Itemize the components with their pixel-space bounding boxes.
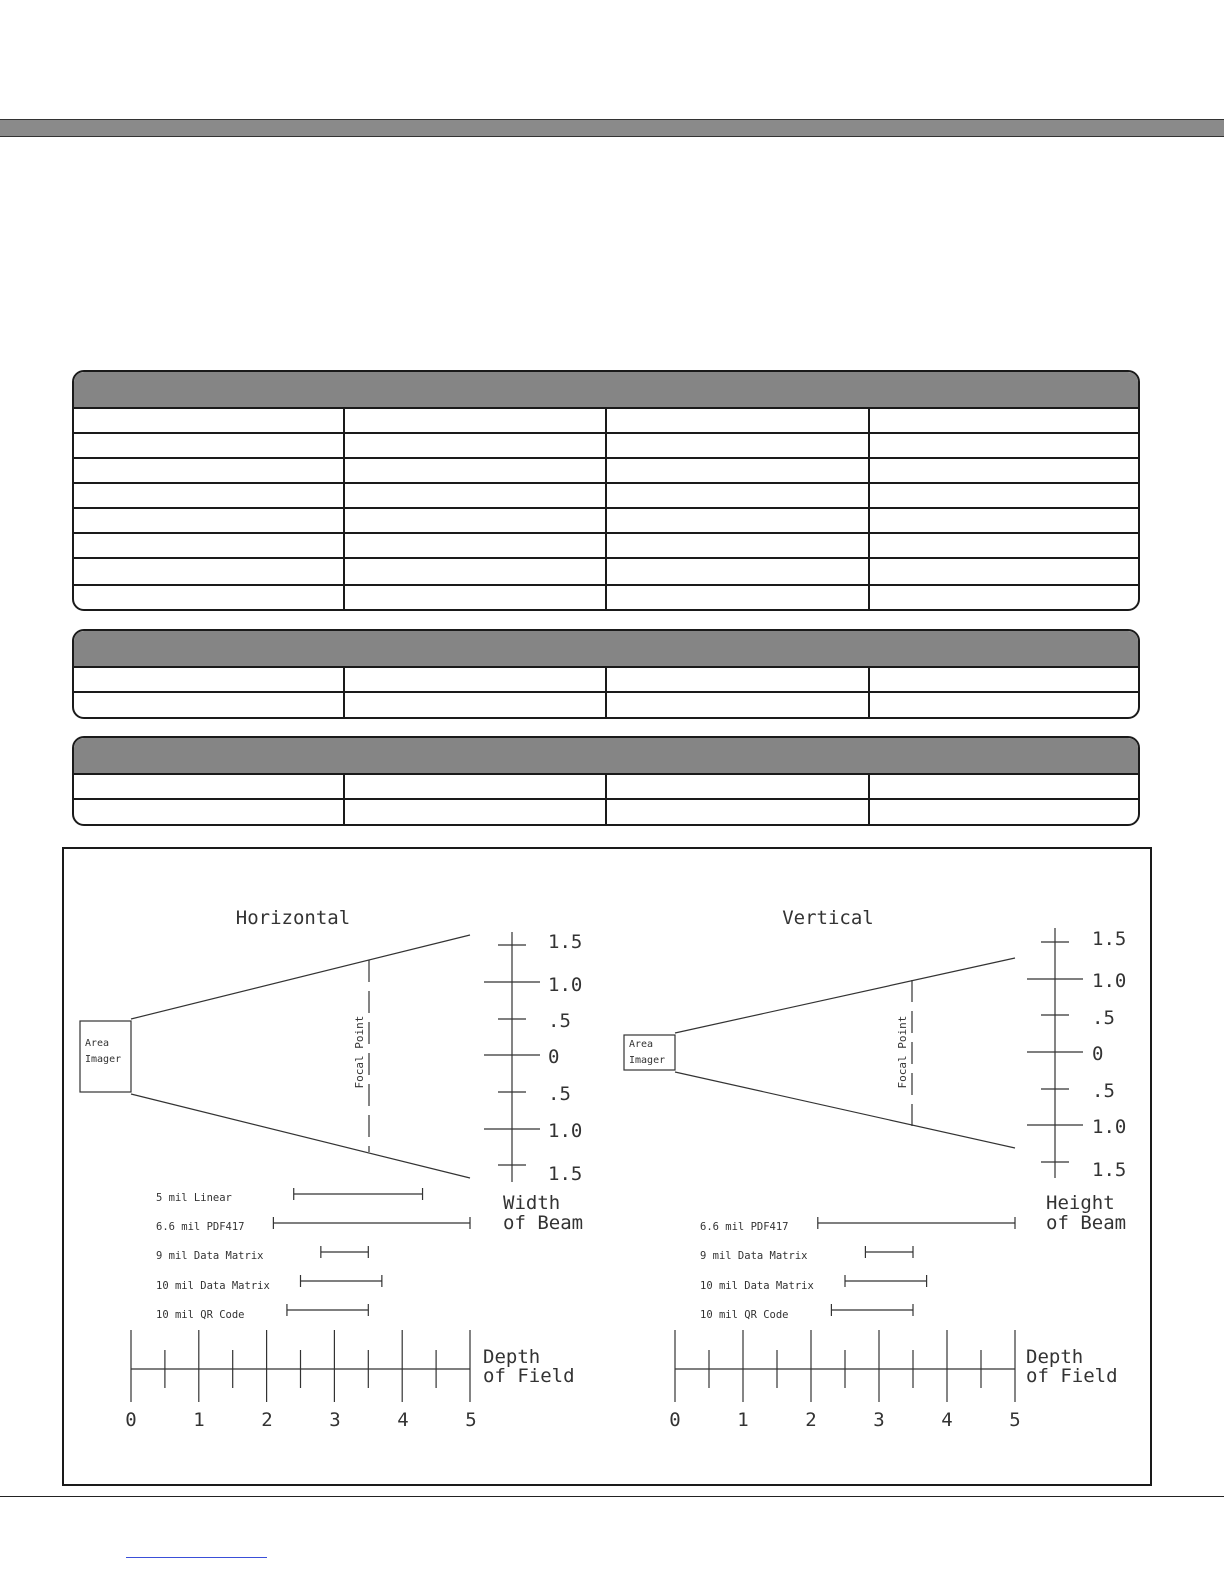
table-row — [74, 484, 1138, 509]
table-row — [74, 509, 1138, 534]
scale-label: 1.0 — [1092, 1116, 1127, 1138]
vertical-title: Vertical — [782, 907, 874, 929]
spec-table-3 — [72, 736, 1140, 826]
depth-tick-label: 1 — [737, 1409, 749, 1431]
spec-table-1 — [72, 370, 1140, 611]
depth-tick-label: 5 — [1009, 1409, 1021, 1431]
table-header — [74, 738, 1138, 775]
beam-axis-label-line2: of Beam — [1046, 1212, 1127, 1234]
depth-tick-label: 2 — [261, 1409, 273, 1431]
table-row — [74, 559, 1138, 586]
scale-label: .5 — [1092, 1080, 1115, 1102]
range-label: 6.6 mil PDF417 — [700, 1221, 789, 1233]
beam-edge-lower — [131, 1094, 470, 1178]
depth-tick-label: 1 — [193, 1409, 205, 1431]
scale-label: .5 — [548, 1083, 571, 1105]
range-label: 10 mil Data Matrix — [700, 1280, 814, 1292]
table-row — [74, 775, 1138, 800]
beam-axis-label-line1: Width — [503, 1192, 561, 1214]
imager-label-line2: Imager — [629, 1055, 666, 1066]
section-header-bar — [0, 119, 1224, 137]
range-label: 10 mil Data Matrix — [156, 1280, 270, 1292]
footer-rule — [0, 1496, 1224, 1497]
range-label: 5 mil Linear — [156, 1192, 232, 1204]
scale-label: 0 — [548, 1046, 560, 1068]
scale-label: 1.0 — [548, 974, 583, 996]
scale-label: 1.5 — [548, 931, 583, 953]
beam-edge-upper — [675, 958, 1015, 1033]
table-row — [74, 586, 1138, 611]
table-row — [74, 459, 1138, 484]
range-label: 10 mil QR Code — [156, 1309, 245, 1321]
beam-axis-label-line1: Height — [1046, 1192, 1115, 1214]
beam-axis-label-line2: of Beam — [503, 1212, 584, 1234]
scale-label: 0 — [1092, 1043, 1104, 1065]
depth-tick-label: 0 — [669, 1409, 681, 1431]
depth-label-line1: Depth — [1026, 1346, 1084, 1368]
focal-point-label: Focal Point — [353, 1015, 366, 1089]
range-label: 9 mil Data Matrix — [700, 1250, 808, 1262]
scale-label: 1.5 — [1092, 928, 1127, 950]
imager-label-line1: Area — [85, 1038, 110, 1049]
footer-link-underline[interactable] — [126, 1557, 267, 1558]
table-row — [74, 434, 1138, 459]
beam-edge-upper — [131, 935, 470, 1019]
depth-of-field-diagram — [62, 847, 1152, 1486]
depth-tick-label: 4 — [941, 1409, 953, 1431]
scale-label: .5 — [1092, 1007, 1115, 1029]
range-label: 6.6 mil PDF417 — [156, 1221, 245, 1233]
table-row — [74, 800, 1138, 824]
spec-table-2 — [72, 629, 1140, 719]
table-row — [74, 693, 1138, 717]
depth-label-line2: of Field — [1026, 1365, 1118, 1387]
depth-tick-label: 3 — [873, 1409, 885, 1431]
range-label: 10 mil QR Code — [700, 1309, 789, 1321]
scale-label: 1.0 — [548, 1120, 583, 1142]
depth-tick-label: 4 — [397, 1409, 409, 1431]
table-row — [74, 409, 1138, 434]
scale-label: .5 — [548, 1010, 571, 1032]
horizontal-title: Horizontal — [235, 907, 351, 929]
scale-label: 1.0 — [1092, 970, 1127, 992]
scale-label: 1.5 — [1092, 1159, 1127, 1181]
imager-label-line2: Imager — [85, 1054, 122, 1065]
depth-tick-label: 2 — [805, 1409, 817, 1431]
table-row — [74, 668, 1138, 693]
depth-tick-label: 5 — [465, 1409, 477, 1431]
beam-edge-lower — [675, 1072, 1015, 1148]
table-header — [74, 372, 1138, 409]
depth-label-line2: of Field — [483, 1365, 575, 1387]
depth-label-line1: Depth — [483, 1346, 541, 1368]
focal-point-label: Focal Point — [896, 1015, 909, 1089]
table-header — [74, 631, 1138, 668]
range-label: 9 mil Data Matrix — [156, 1250, 264, 1262]
depth-tick-label: 0 — [125, 1409, 137, 1431]
depth-tick-label: 3 — [329, 1409, 341, 1431]
imager-label-line1: Area — [629, 1039, 654, 1050]
scale-label: 1.5 — [548, 1163, 583, 1185]
table-row — [74, 534, 1138, 559]
